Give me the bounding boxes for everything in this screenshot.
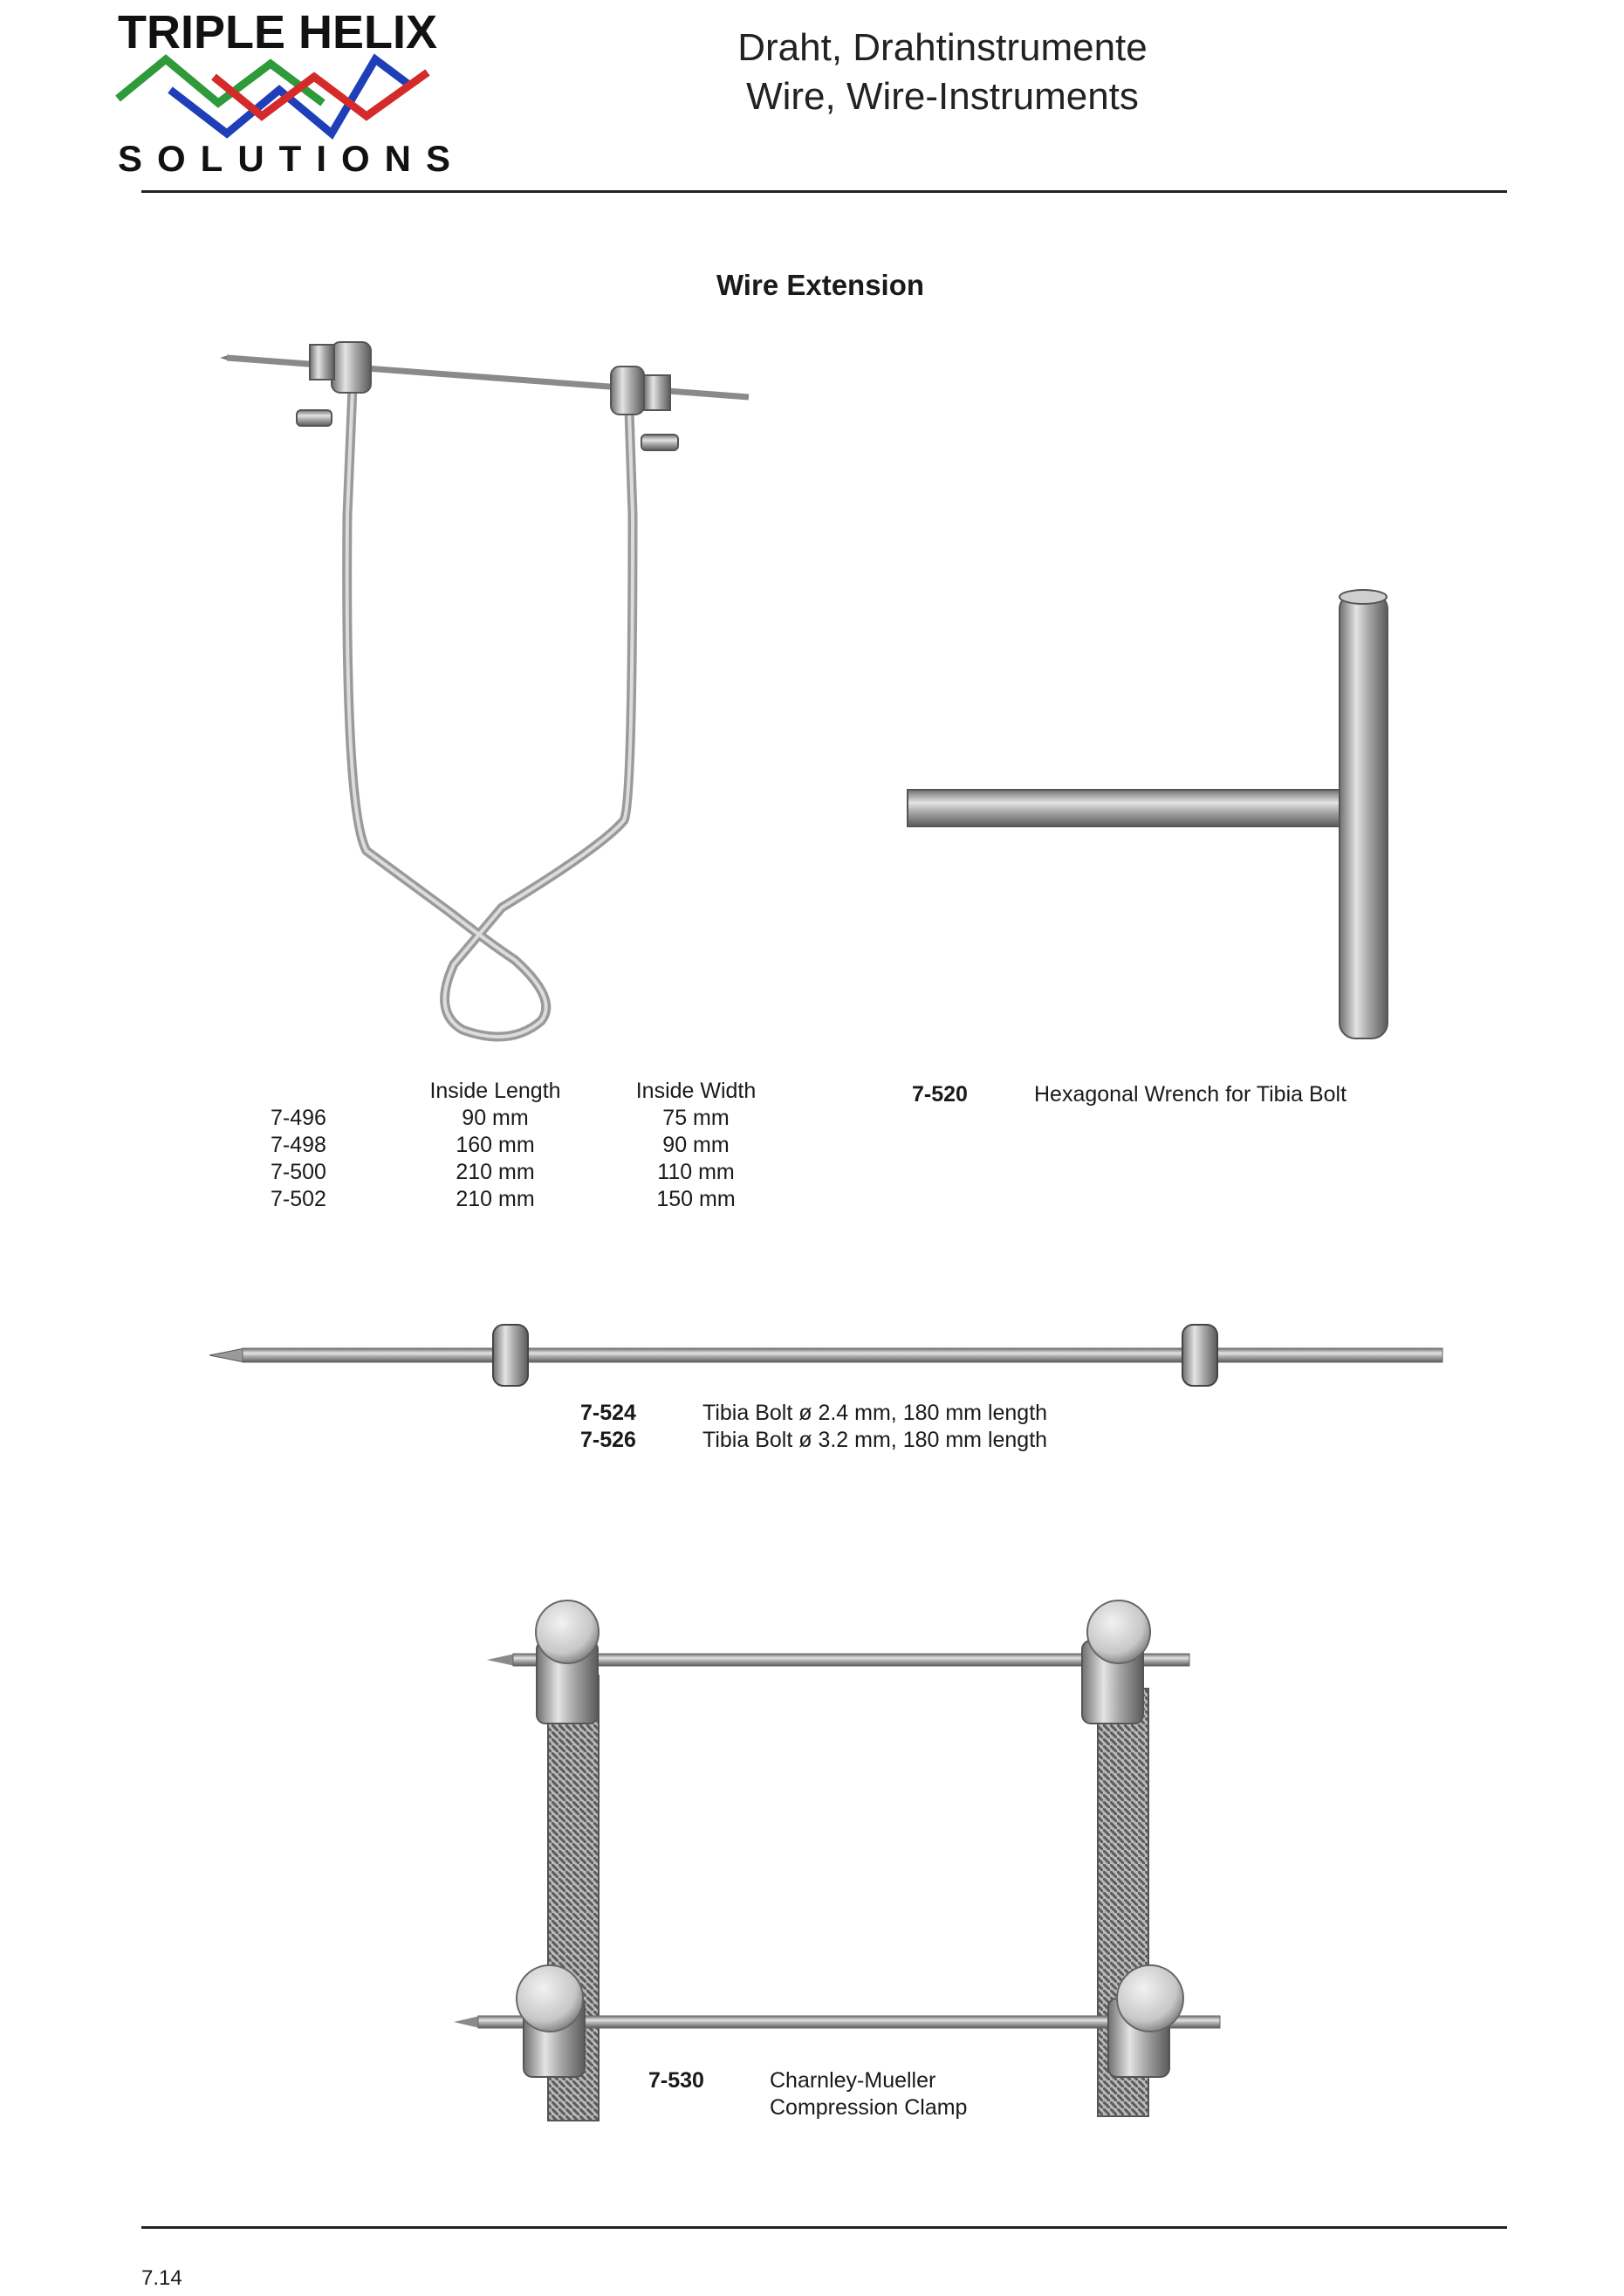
inside-length-value: 90 mm xyxy=(462,1106,529,1130)
column-header-inside-width: Inside Width xyxy=(635,1079,757,1103)
tibia-bolt-description: Tibia Bolt ø 2.4 mm, 180 mm length xyxy=(702,1401,1048,1425)
brand-title: TRIPLE HELIX xyxy=(118,6,438,58)
product-code: 7-500 xyxy=(271,1160,326,1184)
header-title-english: Wire, Wire-Instruments xyxy=(746,75,1139,118)
inside-width-value: 90 mm xyxy=(662,1133,730,1157)
clamp-code: 7-530 xyxy=(648,2068,704,2093)
table-row xyxy=(271,1159,807,1186)
compression-clamp-illustration xyxy=(454,1600,1220,2121)
wrench-code: 7-520 xyxy=(912,1082,968,1107)
clamp-name-line1: Charnley-Mueller xyxy=(770,2068,936,2093)
inside-length-value: 210 mm xyxy=(456,1187,535,1211)
inside-length-value: 210 mm xyxy=(456,1160,535,1184)
inside-width-value: 75 mm xyxy=(662,1106,730,1130)
product-code: 7-502 xyxy=(271,1187,326,1211)
hexagonal-wrench-illustration xyxy=(908,590,1388,1038)
clamp-name-line2: Compression Clamp xyxy=(770,2095,968,2120)
column-header-inside-length: Inside Length xyxy=(429,1079,561,1103)
wrench-description: Hexagonal Wrench for Tibia Bolt xyxy=(1034,1082,1347,1107)
inside-length-value: 160 mm xyxy=(456,1133,535,1157)
tibia-bolt-description: Tibia Bolt ø 3.2 mm, 180 mm length xyxy=(702,1428,1048,1452)
inside-width-value: 150 mm xyxy=(656,1187,736,1211)
tibia-bolt-code: 7-524 xyxy=(580,1401,636,1425)
product-code: 7-496 xyxy=(271,1106,326,1130)
inside-width-value: 110 mm xyxy=(657,1160,735,1184)
header-title-german: Draht, Drahtinstrumente xyxy=(737,26,1148,69)
table-header-row xyxy=(271,1078,807,1105)
page-number: 7.14 xyxy=(141,2266,182,2290)
table-row xyxy=(271,1186,807,1213)
product-code: 7-498 xyxy=(271,1133,326,1157)
column-header-code xyxy=(271,1078,406,1105)
table-row xyxy=(271,1132,807,1159)
tibia-bolt-code: 7-526 xyxy=(580,1428,636,1452)
brand-subtitle: SOLUTIONS xyxy=(118,138,466,179)
table-row xyxy=(271,1105,807,1132)
wire-extension-illustration xyxy=(220,342,749,1037)
section-title: Wire Extension xyxy=(716,269,925,301)
tibia-bolt-illustration xyxy=(209,1325,1442,1386)
footer-divider xyxy=(141,2226,1507,2229)
wire-extension-table xyxy=(271,1078,807,1213)
